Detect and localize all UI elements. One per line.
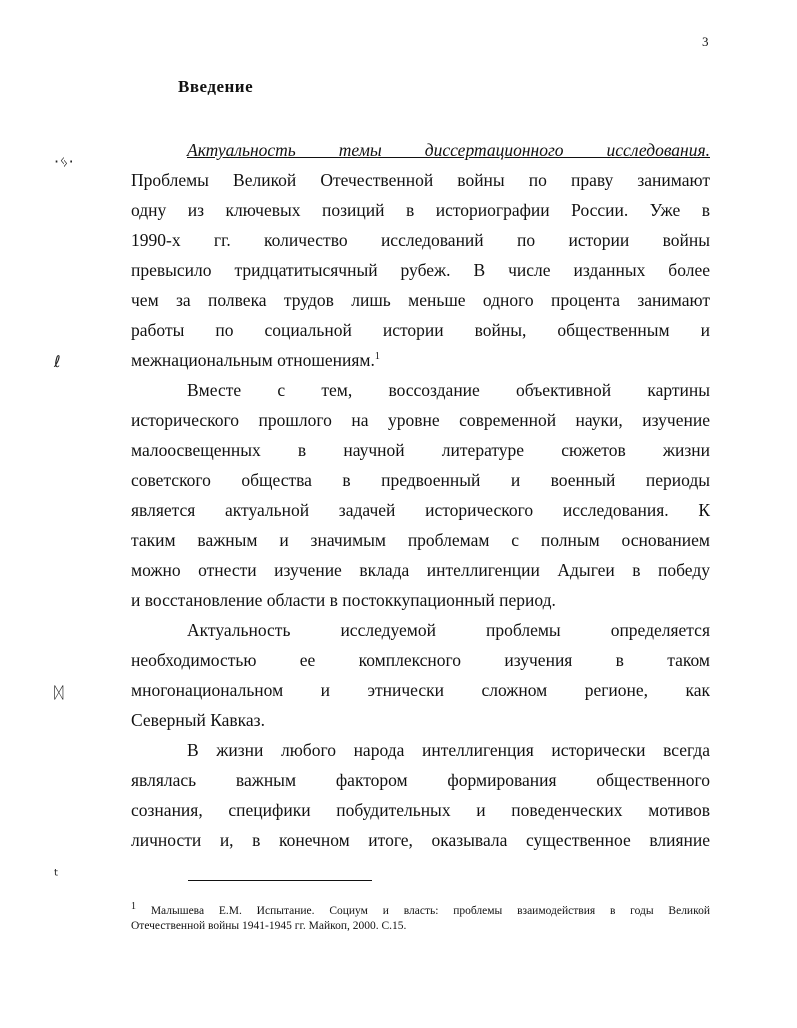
text-line: сознания, специфики побудительных и поведенческих мотивов <box>131 800 710 820</box>
text-line: одну из ключевых позиций в историографии России. Уже в <box>131 200 710 220</box>
text-line: исторического прошлого на уровне современной науки, изучение <box>131 410 710 430</box>
section-heading: Введение <box>178 77 254 96</box>
text-line <box>131 350 710 370</box>
footnote-line <box>131 901 710 919</box>
footnote-separator <box>188 880 372 881</box>
text-line: Актуальность исследуемой проблемы определяется <box>187 620 710 640</box>
margin-mark: ℓ <box>54 352 61 371</box>
footnote-line: Отечественной войны 1941-1945 гг. Майкоп, 2000. С.15. <box>131 920 407 932</box>
text-line: Проблемы Великой Отечественной войны по праву занимают <box>131 170 710 190</box>
text-line: Вместе с тем, воссоздание объективной картины <box>187 380 710 400</box>
text-line: личности и, в конечном итоге, оказывала существенное влияние <box>131 830 710 850</box>
margin-mark: ᵗ <box>54 866 59 885</box>
text-line: чем за полвека трудов лишь меньше одного процента занимают <box>131 290 710 310</box>
topic-line: Актуальность темы диссертационного исследования. <box>187 140 710 160</box>
text-line: Северный Кавказ. <box>131 710 265 730</box>
text-line: многонациональном и этнически сложном регионе, как <box>131 680 710 700</box>
text-line: малоосвещенных в научной литературе сюжетов жизни <box>131 440 710 460</box>
margin-mark: ·ᛃ· <box>54 152 74 171</box>
text-line: В жизни любого народа интеллигенция исторически всегда <box>187 740 710 760</box>
text-line-content: межнациональным отношениям. <box>131 350 375 370</box>
footnote <box>131 901 710 934</box>
text-line: необходимостью ее комплексного изучения в таком <box>131 650 710 670</box>
footnote-reference: 1 <box>374 351 380 363</box>
text-line: превысило тридцатитысячный рубеж. В числе изданных более <box>131 260 710 280</box>
text-line: и восстановление области в постоккупационный период. <box>131 590 556 610</box>
footnote-marker: 1 <box>131 901 136 913</box>
page-number: 3 <box>702 34 709 49</box>
text-line: таким важным и значимым проблемам с полным основанием <box>131 530 710 550</box>
text-line: можно отнести изучение вклада интеллигенции Адыгеи в победу <box>131 560 710 580</box>
text-line: является актуальной задачей исторического исследования. К <box>131 500 710 520</box>
margin-mark: ᛞ <box>54 683 64 702</box>
footnote-text: Малышева Е.М. Испытание. Социум и власть: проблемы взаимодействия в годы Великой <box>150 905 710 917</box>
text-line: советского общества в предвоенный и военный периоды <box>131 470 710 490</box>
text-line: работы по социальной истории войны, общественным и <box>131 320 710 340</box>
text-line: являлась важным фактором формирования общественного <box>131 770 710 790</box>
text-line: 1990-х гг. количество исследований по истории войны <box>131 230 710 250</box>
